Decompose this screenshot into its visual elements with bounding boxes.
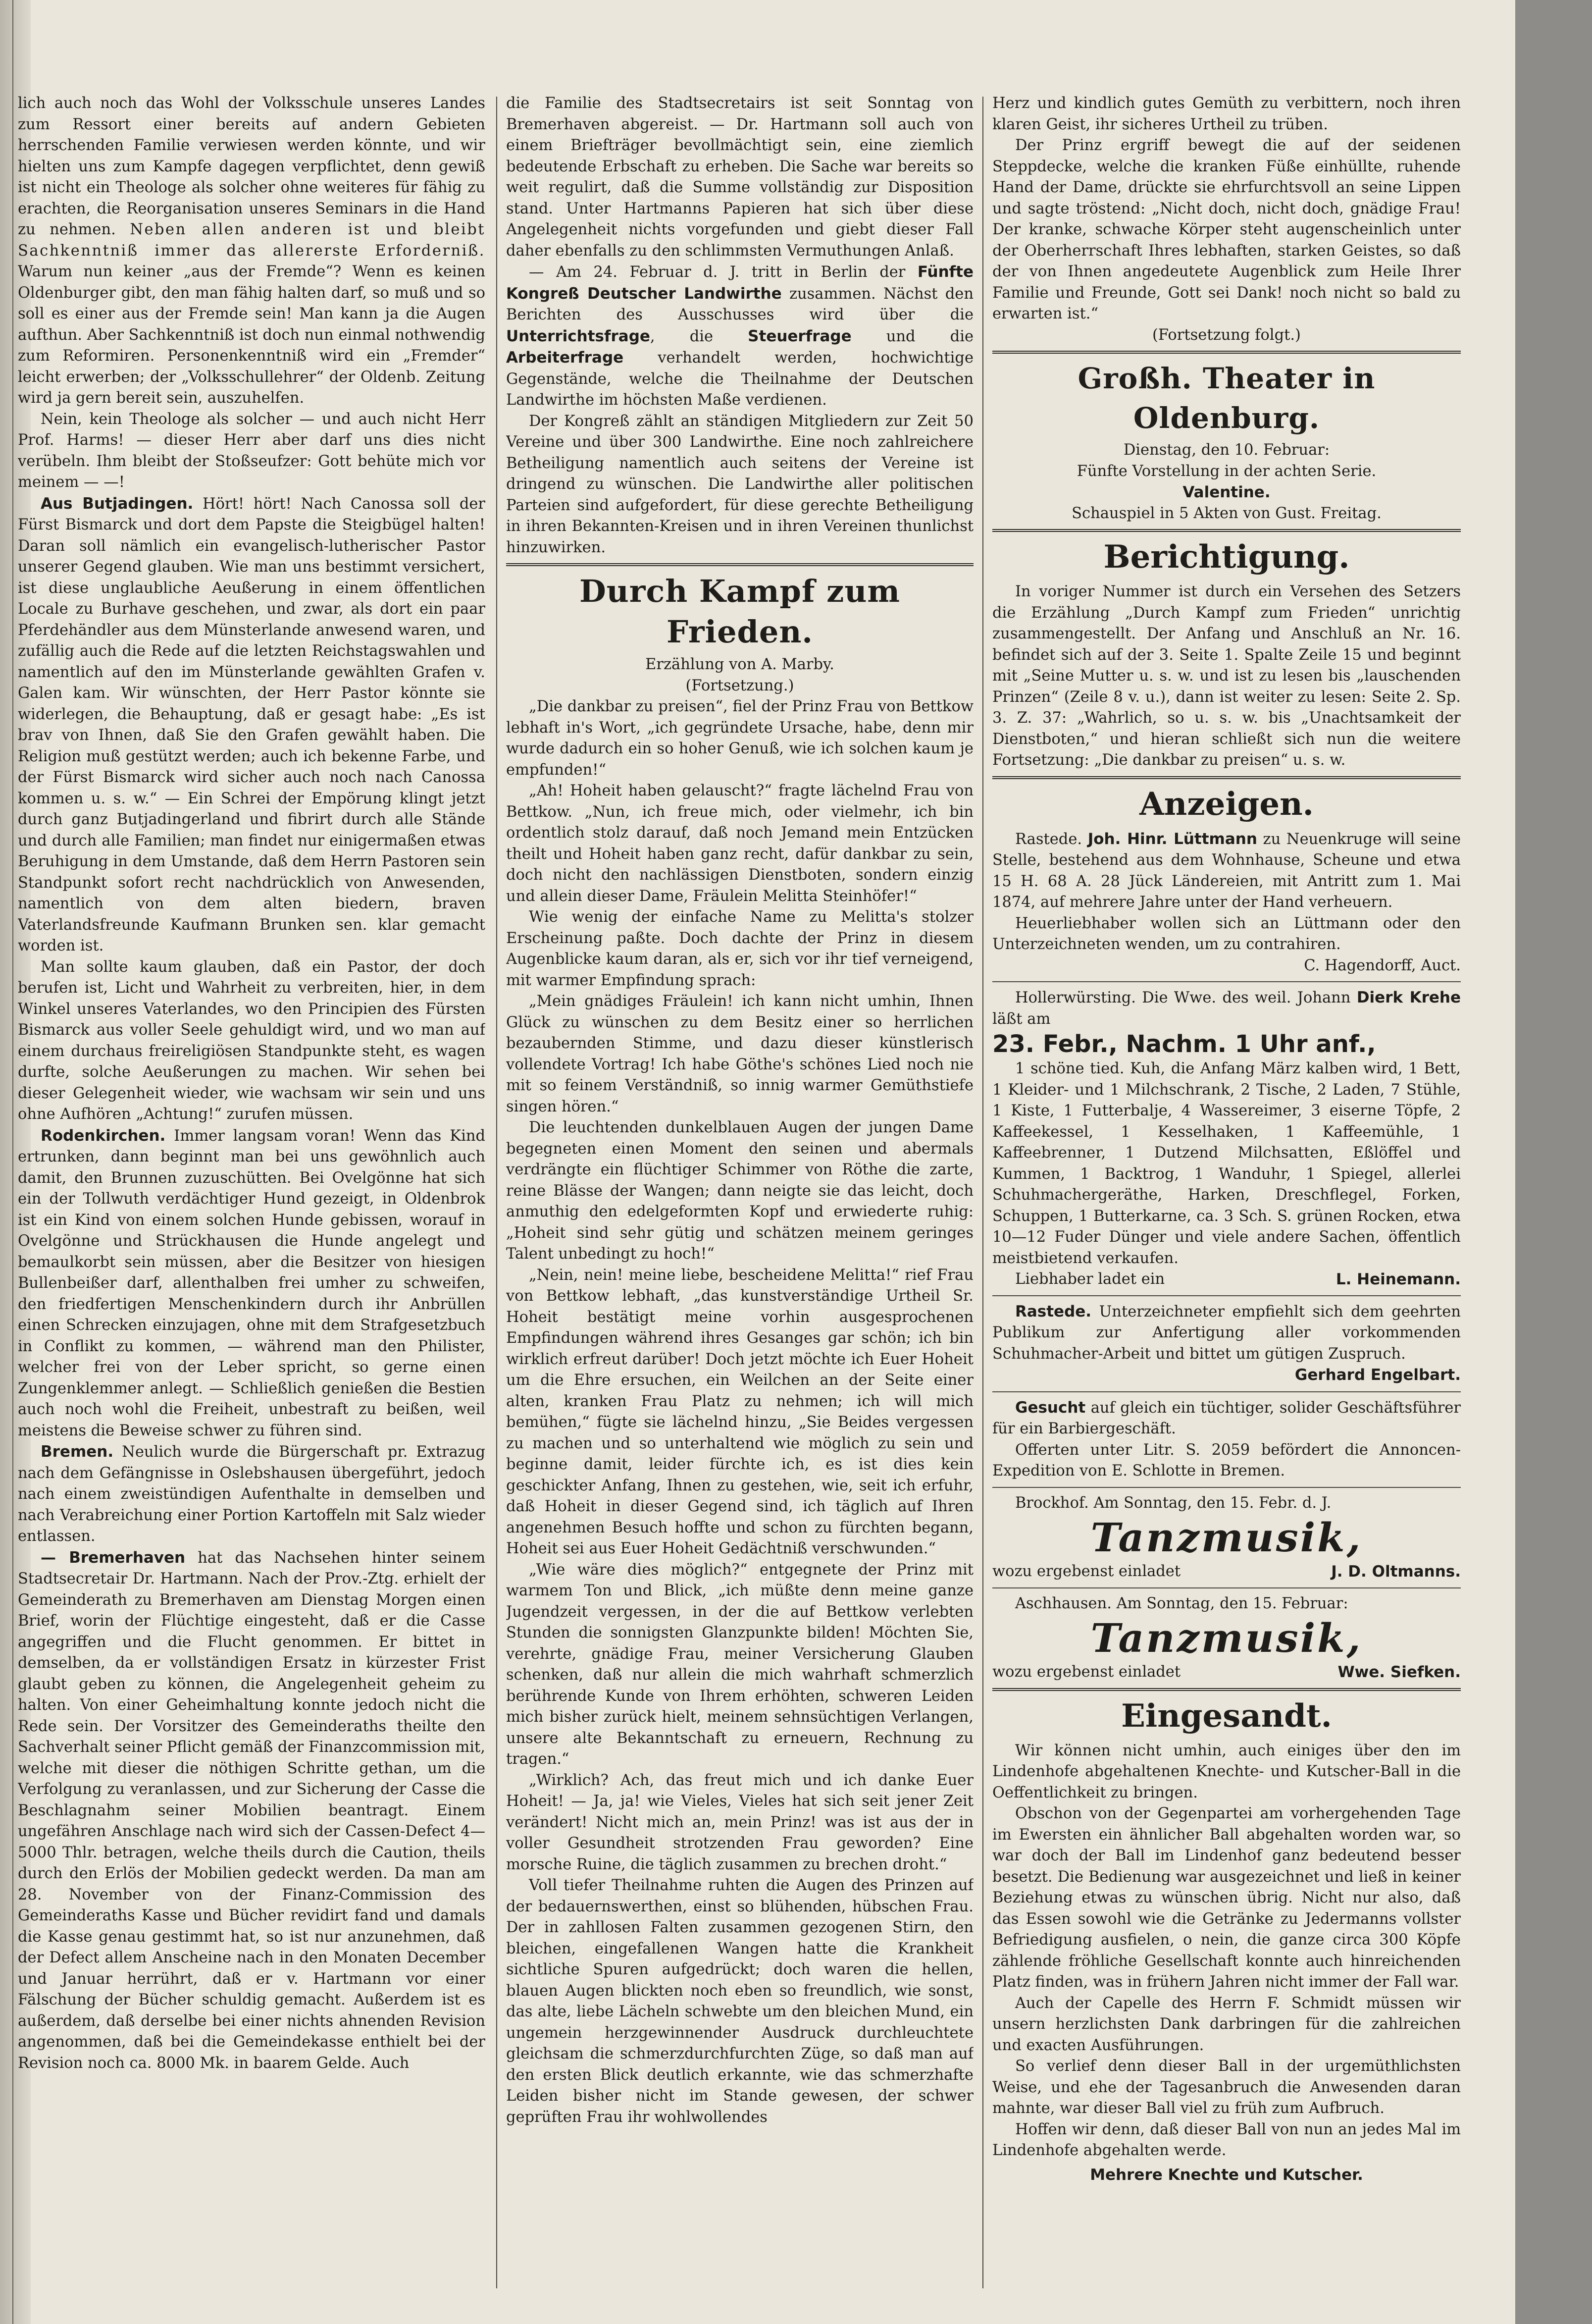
story-paragraph: Voll tiefer Theilnahme ruhten die Augen des Prinzen auf der bedauernswerthen, einst so blühenden, hübschen Frau. Der in zahllosen Falten zusammen gezogenen Stirn, den bleichen, eingefallenen Wangen hatte die Krankheit sichtliche Spuren aufgedrückt; doch waren die hellen, blauen Augen blickten noch eben so freundlich, wie sonst, das alte, liebe Lächeln schwebte um den bleichen Mund, ein ungemein herzgewinnender Ausdruck durchleuchtete gleichsam die schmerzdurchfurchten Züge, so daß man auf den ersten Blick deutlich erkannte, wie das schmerzhafte Leiden bisher nicht im Stande gewesen, der schwer geprüften Frau ihr wohlwollendes [506,1877,974,2126]
submitted-text: Hoffen wir denn, daß dieser Ball von nun an jedes Mal im Lindenhofe abgehalten werde. [992,2120,1461,2159]
ad-signature: Liebhaber ladet ein L. Heinemann. [1015,1270,1461,1288]
news-item-rodenkirchen: Rodenkirchen. Immer langsam voran! Wenn das Kind ertrunken, dann beginnt man bei uns gewöhnlich auch damit, den Brunnen zuzuschütten. Bei Ovelgönne hat sich ein der Tollwuth verdächtiger Hund gezeigt, in Oldenbrok ist ein Kind von einem solchen Hunde gebissen, worauf in Ovelgönne und Strückhausen die Hunde angelegt und bemaulkorbt sein müssen, aber die Besitzer von hiesigen Bullenbeißer darf, allenthalben frei umher zu schweifen, den friedfertigen Menschenkindern durch ihr Anbrüllen einen Schrecken einzujagen, ohne mit dem Strafgesetzbuch in Conflikt zu kommen, — während man den Philister, welcher frei von der Leber spricht, so gerne einen Zungenklemmer anlegt. — Schließlich genießen die Bestien auch noch wohl die Freiheit, unbestraft zu beißen, weil meistens die Beweise schwer zu führen sind. [18,1126,485,1439]
ad-wanted: Gesucht auf gleich ein tüchtiger, solider Geschäftsführer für ein Barbiergeschäft. [992,1398,1461,1437]
story-continuation: (Fortsetzung.) [685,677,794,694]
news-item-bremerhaven: — Bremerhaven hat das Nachsehen hinter seinem Stadtsecretair Dr. Hartmann. Nach der Prov.-Ztg. erhielt der Gemeinderath zu Bremerhaven am Dienstag Morgen einen Brief, worin der Flüchtige eingesteht, daß er die Casse angegriffen und die Flucht genommen. Er bittet in demselben, da er vollständigen Ersatz in kürzester Frist glaubt geben zu können, die Angelegenheit geheim zu halten. Von einer Geheimhaltung konnte jedoch nicht die Rede sein. Der Vorsitzer des Gemeinderaths theilte den Sachverhalt seiner Pflicht gemäß der Finanzcommission mit, welche mit dieser die nöthigen Schritte gethan, um die Verfolgung zu veranlassen, und zur Sicherung der Casse die Beschlagnahm seiner Mobilien beantragt. Einem ungefähren Anschlage nach wird sich der Cassen-Defect 4—5000 Thlr. betragen, welche theils durch die Caution, theils durch den Erlös der Mobilien gedeckt werden. Da man am 28. November von der Finanz-Commission des Gemeinderaths Kasse und Bücher revidirt fand und damals die Kasse genau gestimmt hat, so ist nur anzunehmen, daß der Defect allem Anscheine nach in den Monaten December und Januar herrührt, daß er v. Hartmann vor einer Fälschung der Bücher schuldig gemacht. Außerdem ist es außerdem, daß derselbe bei einer nichts ahnenden Revision angenommen, daß bei die Gemeindekasse enthielt bei der Revision noch ca. 8000 Mk. in baarem Gelde. Auch [18,1548,485,2072]
ad-luettmann: Rastede. Joh. Hinr. Lüttmann zu Neuenkruge will seine Stelle, bestehend aus dem Wohnhause, Scheune und etwa 15 H. 68 A. 28 Jück Ländereien, mit Antritt zum 1. Mai 1874, auf mehrere Jahre unter der Hand verheuern. [992,830,1461,911]
story-paragraph: Der Prinz ergriff bewegt die auf der seidenen Steppdecke, welche die kranken Füße einhüllte, ruhende Hand der Dame, drückte sie ehrfurchtsvoll an seine Lippen und sagte tröstend: „Nicht doch, nicht doch, gnädige Frau! Der kranke, schwache Körper steht augenscheinlich unter der Oberherrschaft Ihres lebhaften, starken Geistes, so daß der von Ihnen angedeutete Augenblick zum Heile Ihrer Familie und Freunde, Gott sei Dank! noch nicht so bald zu erwarten ist.“ [992,137,1461,322]
ad-signature: C. Hagendorff, Auct. [1304,956,1461,974]
ads-title: Anzeigen. [1139,785,1314,823]
section-divider [506,563,974,566]
article-text: lich auch noch das Wohl der Volksschule unseres Landes zum Ressort einer bereits auf andern Gebieten herrschenden Familie verwiesen werden könnte, und wir hielten uns zum Kampfe dagegen verpflichtet, denn gewiß ist nicht ein Theologe als solcher ohne weiteres für fähig zu erachten, die Reorganisation unseres Seminars in die Hand zu nehmen. Neben allen anderen ist und bleibt Sachkenntniß immer das allererste Erforderniß. Warum nun keiner „aus der Fremde“? Wenn es keinen Oldenburger gibt, den man fähig halten darf, so muß und so soll es einer aus der Fremde sein! Man kann ja die Augen aufthun. Aber Sachkenntniß ist doch nun einmal nothwendig zum Reformiren. Personenkenntniß wird ein „Fremder“ leicht erwerben; der „Volksschullehrer“ der Oldenb. Zeitung wird ja gern bereit sein, auszuhelfen. [18,95,485,407]
submitted-text: Wir können nicht umhin, auch einiges über den im Lindenhofe abgehaltenen Knechte- und Kutscher-Ball in die Oeffentlichkeit zu bringen. [992,1742,1461,1801]
story-paragraph: „Mein gnädiges Fräulein! ich kann nicht umhin, Ihnen Glück zu wünschen zu dem Besitz einer so herrlichen bezaubernden Stimme, und dazu dieser künstlerisch vollendete Vortrag! Ich habe Göthe's schönes Lied noch nie mit so feinem Verständniß, so innig warmer Gemüthstiefe singen hören.“ [506,993,974,1115]
ad-wanted-2: Offerten unter Litr. S. 2059 befördert die Annoncen-Expedition von E. Schlotte in Bremen. [992,1441,1461,1479]
column-2 [506,93,974,2292]
ad-signature: Gerhard Engelbart. [1294,1366,1461,1384]
ad-krehe-body: 1 schöne tied. Kuh, die Anfang März kalben wird, 1 Bett, 1 Kleider- und 1 Milchschrank, 2 Tische, 2 Laden, 7 Stühle, 1 Kiste, 1 Futterbalje, 4 Wassereimer, 3 eiserne Töpfe, 2 Kaffeekessel, 1 Kesselhaken, 1 Kaffeemühle, 1 Kaffeebrenner, 1 Dutzend Milchsatten, Eßlöffel und Kummen, 1 Backtrog, 1 Wanduhr, 1 Spiegel, allerlei Schuhmachergeräthe, Harken, Dreschflegel, Forken, Schuppen, 1 Butterkarne, ca. 3 Sch. S. grünen Rocken, etwa 10—12 Fuder Dünger und viele andere Sachen, öffentlich meistbietend verkaufen. [992,1060,1461,1267]
section-divider [992,776,1461,779]
submitted-text: So verlief denn dieser Ball in der urgemüthlichsten Weise, und ehe der Tagesanbruch die Anwesenden daran mahnte, war dieser Ball viel zu früh zum Aufbruch. [992,2058,1461,2117]
ad-signature: wozu ergebenst einladet Wwe. Siefken. [992,1663,1461,1681]
story-paragraph: Herz und kindlich gutes Gemüth zu verbittern, noch ihren klaren Geist, ihr sicheres Urtheil zu trüben. [992,95,1461,133]
theatre-desc: Schauspiel in 5 Akten von Gust. Freitag. [1072,504,1382,522]
ad-aschhausen-line: Aschhausen. Am Sonntag, den 15. Februar: [1015,1594,1348,1612]
submitted-text: Auch der Capelle des Herrn F. Schmidt müssen wir unsern herzlichsten Dank darbringen für die zahlreichen und exacten Ausführungen. [992,1994,1461,2054]
submitted-signature: Mehrere Knechte und Kutscher. [1090,2166,1363,2184]
ad-signature: wozu ergebenst einladet J. D. Oltmanns. [992,1563,1461,1581]
item-heading: Rodenkirchen. [41,1126,166,1145]
ad-krehe-date: 23. Febr., Nachm. 1 Uhr anf., [992,1030,1376,1058]
story-paragraph: Die leuchtenden dunkelblauen Augen der jungen Dame begegneten einen Moment den seinen und abermals verdrängte ein flüchtiger Schimmer von Röthe die zarte, reine Blässe der Wangen; dann neigte sie das leicht, doch anmuthig den edelgeformten Kopf und erwiederte ruhig: „Hoheit sind sehr gütig und schätzen meinem geringes Talent unbedingt zu hoch!“ [506,1119,974,1263]
article-text: Der Kongreß zählt an ständigen Mitgliedern zur Zeit 50 Vereine und über 300 Landwirthe. Eine noch zahlreichere Betheiligung namentlich auch seitens der Vereine ist dringend zu wünschen. Die Landwirthe aller politischen Parteien sind aufgefordert, für diese gerechte Betheiligung in ihren Bekannten-Kreisen und in ihren Vereinen thunlichst hinzuwirken. [506,412,974,556]
ad-brockhof-dance: Tanzmusik, [1090,1514,1363,1561]
section-divider [992,351,1461,354]
story-paragraph: „Wie wäre dies möglich?“ entgegnete der Prinz mit warmem Ton und Blick, „ich müßte denn meine ganze Jugendzeit vergessen, in der die auf Bettkow verlebten Stunden die sonnigsten Glanzpunkte bilden! Möchten Sie, verehrte, gnädige Frau, meiner Versicherung Glauben schenken, daß nur allein die mich wahrhaft schmerzlich berührende Kunde von Ihrem erhöhten, schweren Leiden mich bisher zurück hielt, meinem sehnsüchtigen Verlangen, unsere alte Bekanntschaft zu erneuern, Rechnung zu tragen.“ [506,1561,974,1768]
submitted-text: Obschon von der Gegenpartei am vorhergehenden Tage im Ewersten ein ähnlicher Ball abgehalten worden war, so war doch der Ball im Lindenhof ganz bedeutend besser besetzt. Die Bedienung war ausgezeichnet und ließ in keiner Beziehung etwas zu wünschen übrig. Nicht nur also, daß das Essen sowohl wie die Getränke zu Jedermanns vollster Befriedigung ausfielen, o nein, die ganze circa 300 Köpfe zählende fröhliche Gesellschaft konnte auch hinreichenden Platz finden, was in frühern Jahren nicht immer der Fall war. [992,1805,1461,1991]
ad-engelbart: Rastede. Unterzeichneter empfiehlt sich dem geehrten Publikum zur Anfertigung aller vorkommenden Schuhmacher-Arbeit und bittet um gütigen Zuspruch. [992,1302,1461,1363]
news-item-butjadingen: Aus Butjadingen. Hört! hört! Nach Canossa soll der Fürst Bismarck und dort dem Papste die Steigbügel halten! Daran soll nämlich ein evangelisch-lutherischer Pastor unserer Gegend glauben. Wie man uns bestimmt versichert, ist diese unglaubliche Aeußerung in einem öffentlichen Locale zu Burhave geschehen, und zwar, als dort ein paar Pferdehändler aus dem Münsterlande anwesend waren, und zufällig auch die Rede auf die letzten Reichstagswahlen und namentlich auf den im Münsterlande gewählten Grafen v. Galen kam. Wir wünschten, der Herr Pastor könnte sie widerlegen, die Behauptung, daß er gesagt habe: „Es ist brav von Ihnen, daß Sie den Grafen gewählt haben. Die Religion muß gestützt werden; auch ich bekenne Farbe, und der Fürst Bismarck wird sicher auch noch nach Canossa kommen u. s. w.“ — Ein Schrei der Empörung klingt jetzt durch ganz Butjadingerland und fibrirt durch alle Stände und durch alle Familien; man findet nur einigermaßen etwas Beruhigung in dem Umstande, daß dem Herrn Pastoren sein Standpunkt sofort recht nachdrücklich von Anwesenden, namentlich von dem alten biedern, braven Vaterlandsfreunde Kaufmann Brunken sen. klar gemacht worden ist. [18,494,485,954]
story-paragraph: Wie wenig der einfache Name zu Melitta's stolzer Erscheinung paßte. Doch dachte der Prinz in diesem Augenblicke kaum daran, als er, sich vor ihr tief verneigend, mit warmer Empfindung sprach: [506,908,974,989]
news-item-bremen: Bremen. Neulich wurde die Bürgerschaft pr. Extrazug nach dem Gefängnisse in Oslebshausen übergeführt, jedoch nach einem zweistündigen Aufenthalte in demselben und nach Verabreichung einer Portion Kartoffeln mit Salz wieder entlassen. [18,1443,485,1545]
news-item-congress: — Am 24. Februar d. J. tritt in Berlin der Fünfte Kongreß Deutscher Landwirthe zusammen. Nächst den Berichten des Ausschusses wird über die Unterrichtsfrage, die Steuerfrage und die Arbeiterfrage verhandelt werden, hochwichtige Gegenstände, welche die Theilnahme der Deutschen Landwirthe im höchsten Maße verdienen. [506,263,974,409]
item-heading: Aus Butjadingen. [41,494,194,513]
ad-luettmann-2: Heuerliebhaber wollen sich an Lüttmann oder den Unterzeichneten wenden, um zu contrahiren. [992,914,1461,953]
column-1 [18,93,485,2292]
column-rule-2 [982,97,983,2288]
story-subtitle: Erzählung von A. Marby. [645,656,834,673]
section-divider [992,529,1461,532]
previous-page-edge [0,0,13,2324]
ad-divider [992,1295,1461,1296]
item-heading: Bremen. [41,1443,114,1461]
submitted-title: Eingesandt. [1121,1697,1332,1735]
story-paragraph: „Wirklich? Ach, das freut mich und ich danke Euer Hoheit! — Ja, ja! wie Vieles, Vieles hat sich seit jener Zeit verändert! Nicht mich an, mein Prinz! was ist aus der in voller Gesundheit strotzenden Frau geworden? Eine morsche Ruine, die täglich zusammen zu brechen droht.“ [506,1771,974,1873]
correction-title: Berichtigung. [1103,538,1350,576]
story-paragraph: „Nein, nein! meine liebe, bescheidene Melitta!“ rief Frau von Bettkow lebhaft, „das kunstverständige Urtheil Sr. Hoheit bestätigt meine vorhin ausgesprochenen Empfindungen während ihres Gesanges gar schön; ich bin wirklich erfreut darüber! Doch jetzt möchte ich Euer Hoheit um die Ehre ersuchen, ein Weilchen an der Seite einer alten, kranken Frau Platz zu nehmen; ich will mich bemühen,“ fügte sie lächelnd hinzu, „Sie Beides vergessen zu machen und so unterhaltend wie möglich zu sein und beginne damit, leider fürchte ich, es ist dies kein geschickter Anfang, Ihnen zu gestehen, wie, seit ich erfuhr, daß Hoheit in dieser Gegend sind, ich täglich auf Ihren angenehmen Besuch hoffte und schon zu fürchten begann, Hoheit sei aus Euer Hoheit Gedächtniß verschwunden.“ [506,1266,974,1557]
article-text: die Familie des Stadtsecretairs ist seit Sonntag von Bremerhaven abgereist. — Dr. Hartmann soll auch von einem Briefträger bevollmächtigt sein, eine ziemlich bedeutende Erbschaft zu erheben. Die Sache war bereits so weit regulirt, daß die Summe vollständig zur Disposition stand. Unter Hartmanns Papieren hat sich über diese Angelegenheit nichts vorgefunden und giebt dieser Fall daher ebenfalls zu den schlimmsten Vermuthungen Anlaß. [506,95,974,260]
section-divider [992,1688,1461,1691]
story-paragraph: „Die dankbar zu preisen“, fiel der Prinz Frau von Bettkow lebhaft in's Wort, „ich gegründete Ursache, habe, denn mir wurde dadurch ein so hoher Genuß, wie ich solchen kaum je empfunden!“ [506,698,974,779]
story-paragraph: „Ah! Hoheit haben gelauscht?“ fragte lächelnd Frau von Bettkow. „Nun, ich freue mich, oder vielmehr, ich bin ordentlich stolz darauf, daß noch Jemand mein Entzücken theilt und Hoheit haben ganz recht, dafür dankbar zu sein, doch nicht den nachlässigen Dienstboten, sondern einzig und allein dieser Dame, Fräulein Melitta Steinhöfer!“ [506,782,974,905]
column-3 [992,93,1461,2292]
item-heading: — Bremerhaven [41,1548,186,1567]
article-text: Nein, kein Theologe als solcher — und auch nicht Herr Prof. Harms! — dieser Herr aber darf uns dies nicht verübeln. Ihm bleibt der Stoßseufzer: Gott behüte mich vor meinem — —! [18,410,485,491]
correction-text: In voriger Nummer ist durch ein Versehen des Setzers die Erzählung „Durch Kampf zum Frieden“ unrichtig zusammengestellt. Der Anfang und Anschluß an Nr. 16. befindet sich auf der 3. Seite 1. Spalte Zeile 15 und beginnt mit „Seine Mutter u. s. w. und ist zu lesen bis „lauschenden Prinzen“ (Zeile 8 v. u.), dann ist weiter zu lesen: Seite 2. Sp. 3. Z. 37: „Wahrlich, so u. s. w. bis „Unachtsamkeit der Dienstboten,“ und hieran schließt sich nun die weitere Fortsetzung: „Die dankbar zu preisen“ u. s. w. [992,583,1461,769]
ad-divider [992,1391,1461,1392]
theatre-series: Fünfte Vorstellung in der achten Serie. [1077,462,1377,480]
theatre-play: Valentine. [1182,483,1271,501]
ad-brockhof-line: Brockhof. Am Sonntag, den 15. Febr. d. J. [1015,1494,1332,1512]
theatre-title: Großh. Theater in Oldenburg. [1078,362,1376,435]
ad-divider [992,1587,1461,1588]
article-text: Man sollte kaum glauben, daß ein Pastor, der doch berufen ist, Licht und Wahrheit zu verbreiten, hier, in dem Winkel unseres Vaterlandes, wo den Principien des Fürsten Bismarck aus voller Seele gehuldigt wird, und wo man auf einem durchaus freireligiösen Standpunkte steht, es wagen durfte, solche Aeußerungen zu machen. Wir sehen bei dieser Gelegenheit wieder, wie wachsam wir sein und uns ohne Aufhören „Achtung!“ zurufen müssen. [18,958,485,1123]
story-title: Durch Kampf zum Frieden. [579,573,901,650]
story-footer: (Fortsetzung folgt.) [1152,326,1301,344]
column-rule-1 [496,97,497,2288]
ad-aschhausen-dance: Tanzmusik, [1090,1615,1363,1661]
theatre-date: Dienstag, den 10. Februar: [1123,441,1330,459]
ad-divider [992,1487,1461,1488]
ad-divider [992,981,1461,982]
ad-krehe-line: Hollerwürsting. Die Wwe. des weil. Johann Dierk Krehe läßt am [992,989,1461,1028]
